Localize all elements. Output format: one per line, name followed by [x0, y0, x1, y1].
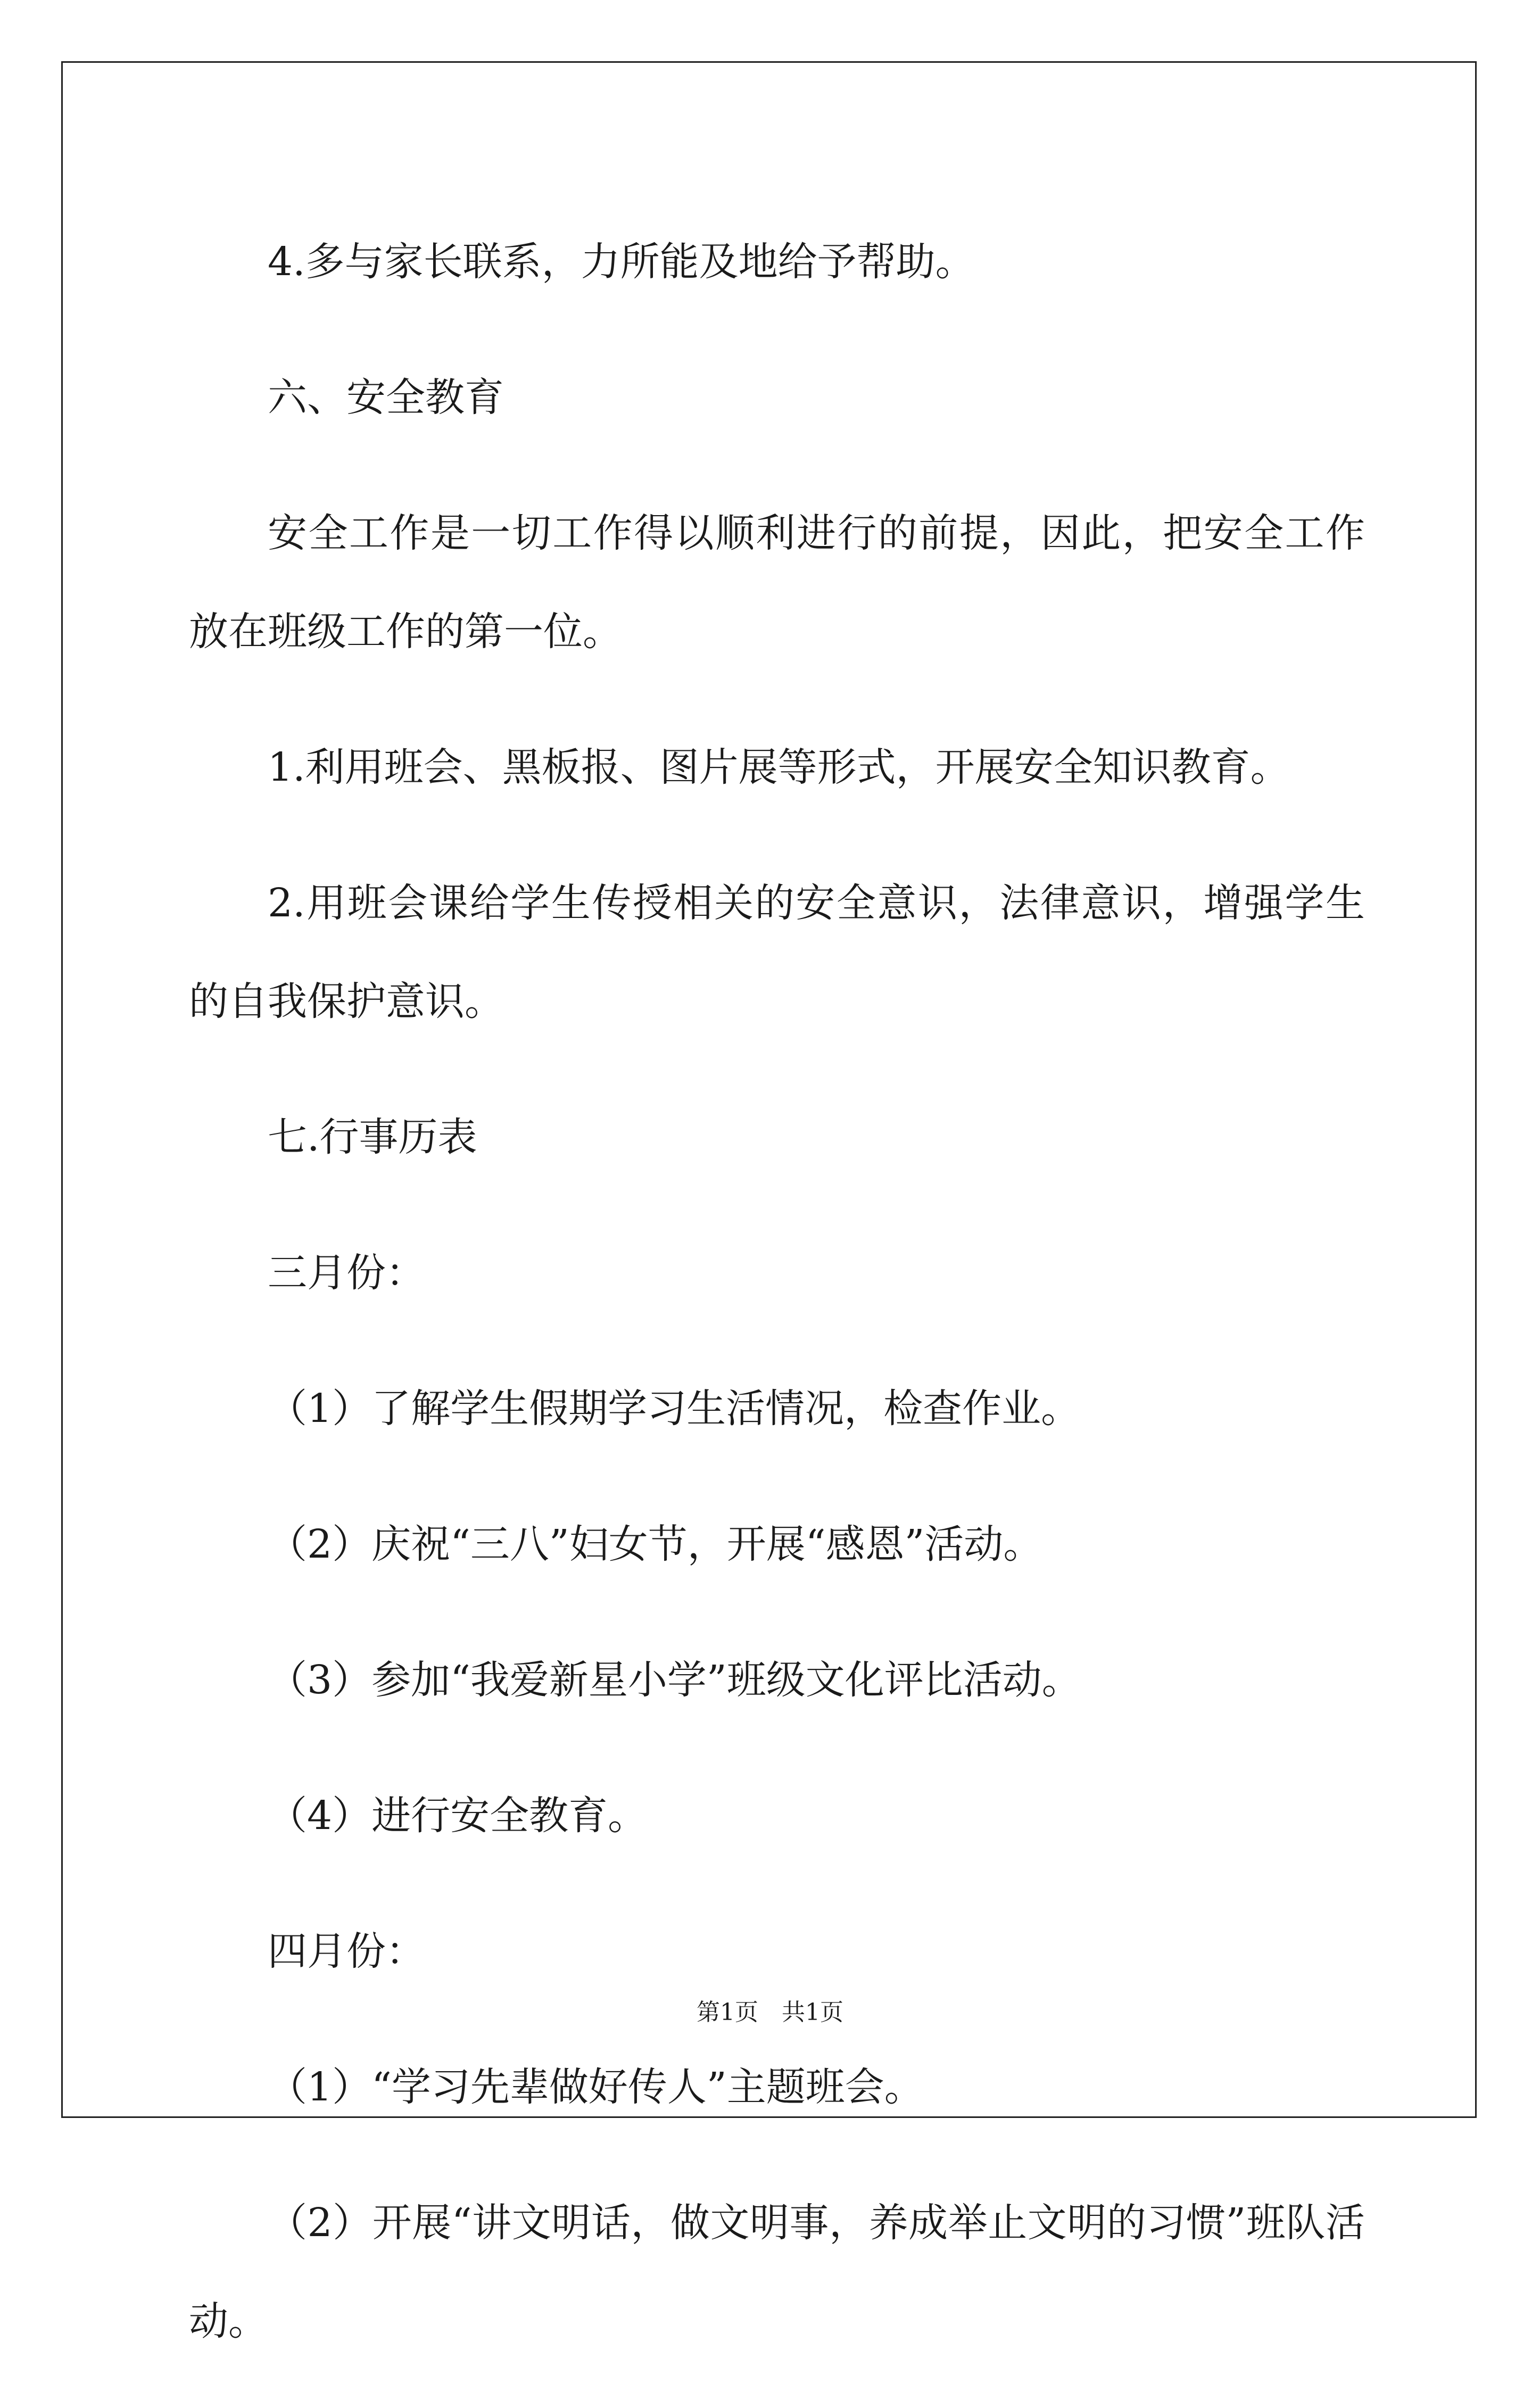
list-item-april-2: （2）开展“讲文明话，做文明事，养成举止文明的习惯”班队活动。 — [189, 2200, 1365, 2344]
heading-schedule: 七.行事历表 — [268, 1114, 477, 1160]
list-item-april-1: （1）“学习先辈做好传人”主题班会。 — [268, 2064, 924, 2110]
list-item-march-1: （1）了解学生假期学习生活情况，检查作业。 — [268, 1386, 1081, 1431]
document-body — [189, 213, 1365, 2408]
list-item-march-2: （2）庆祝“三八”妇女节，开展“感恩”活动。 — [268, 1521, 1043, 1567]
paragraph-contact-parents: 4.多与家长联系，力所能及地给予帮助。 — [268, 239, 975, 285]
heading-safety-education: 六、安全教育 — [268, 375, 504, 420]
paragraph-safety-forms: 1.利用班会、黑板报、图片展等形式，开展安全知识教育。 — [268, 744, 1290, 790]
heading-april: 四月份： — [268, 1929, 425, 1974]
paragraph-safety-priority: 安全工作是一切工作得以顺利进行的前提，因此，把安全工作放在班级工作的第一位。 — [189, 510, 1365, 655]
page-footer: 第1页 共1页 — [697, 1999, 843, 2026]
paragraph-safety-awareness: 2.用班会课给学生传授相关的安全意识，法律意识，增强学生的自我保护意识。 — [189, 880, 1365, 1024]
list-item-march-4: （4）进行安全教育。 — [268, 1793, 648, 1839]
list-item-march-3: （3）参加“我爱新星小学”班级文化评比活动。 — [268, 1657, 1081, 1703]
heading-march: 三月份： — [268, 1250, 425, 1296]
